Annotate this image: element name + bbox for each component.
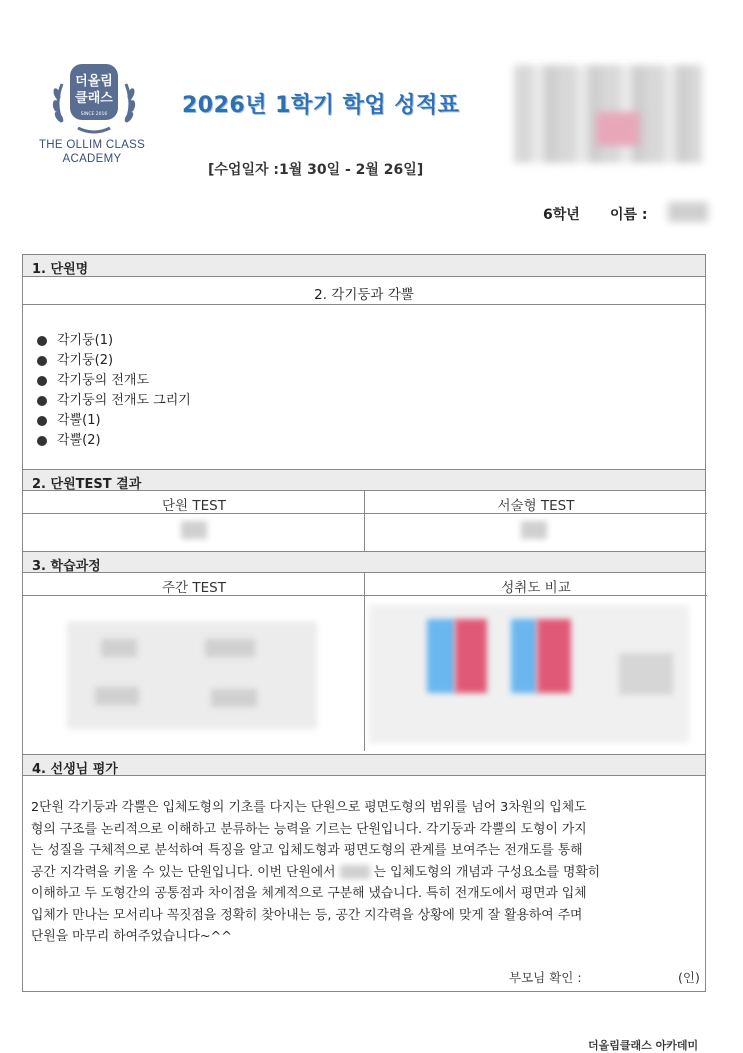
evaluation-line-part: 공간 지각력을 키울 수 있는 단원입니다. 이번 단원에서 xyxy=(31,864,336,880)
section-evaluation-heading: 4. 선생님 평가 xyxy=(23,754,705,776)
list-item: 각기둥(1) xyxy=(35,331,191,351)
redacted-cell xyxy=(205,639,255,657)
redacted-essay-test-score xyxy=(521,521,547,539)
section-unit-heading: 1. 단원명 xyxy=(23,255,705,277)
divider xyxy=(364,491,365,551)
teacher-evaluation xyxy=(31,797,699,948)
chart-bar-blue xyxy=(511,619,537,693)
evaluation-line-part: 는 입체도형의 개념과 구성요소를 명확히 xyxy=(373,864,601,880)
section-test-heading: 2. 단원TEST 결과 xyxy=(23,469,705,491)
evaluation-line: 형의 구조를 논리적으로 이해하고 분류하는 능력을 기르는 단원입니다. 각기둥과 각뿔의 도형이 가지 xyxy=(31,821,587,837)
unit-test-header: 단원 TEST xyxy=(23,491,365,514)
list-item: 각기둥(2) xyxy=(35,351,191,371)
student-grade: 6학년 xyxy=(543,207,580,223)
name-label: 이름 : xyxy=(610,207,648,223)
academy-name-line1: THE OLLIM CLASS xyxy=(38,139,146,151)
redacted-student-name xyxy=(340,865,370,879)
unit-title: 2. 각기둥과 각뿔 xyxy=(23,277,705,305)
evaluation-line xyxy=(31,862,699,884)
essay-test-header: 서술형 TEST xyxy=(365,491,707,514)
report-title: 2026년 1학기 학업 성적표 xyxy=(182,93,460,118)
logo-since: SINCE 2016 xyxy=(80,112,108,117)
academy-name-line2: ACADEMY xyxy=(62,153,122,165)
redacted-cell xyxy=(95,687,139,705)
academy-name xyxy=(30,138,154,166)
list-item: 각뿔(2) xyxy=(35,431,191,451)
redacted-unit-test-score xyxy=(181,521,207,539)
divider xyxy=(364,573,365,751)
list-item: 각기둥의 전개도 xyxy=(35,371,191,391)
redacted-cell xyxy=(211,689,257,707)
weekly-test-header: 주간 TEST xyxy=(23,573,365,596)
academy-logo xyxy=(48,60,140,140)
chart-bar-blue xyxy=(427,619,455,693)
list-item: 각기둥의 전개도 그리기 xyxy=(35,391,191,411)
section-progress-heading: 3. 학습과정 xyxy=(23,551,705,573)
list-item: 각뿔(1) xyxy=(35,411,191,431)
achievement-header: 성취도 비교 xyxy=(365,573,707,596)
redacted-student-name xyxy=(668,202,708,222)
parent-confirm-label: 부모님 확인 : xyxy=(509,970,582,985)
redacted-stamp-mark xyxy=(596,112,640,146)
topic-list xyxy=(35,331,191,451)
evaluation-line: 단원을 마무리 하여주었습니다~^^ xyxy=(31,929,233,944)
chart-bar-red xyxy=(537,619,571,693)
evaluation-line: 2단원 각기둥과 각뿔은 입체도형의 기초를 다지는 단원으로 평면도형의 범위를 넘어 3차원의 입체도 xyxy=(31,800,587,815)
class-period: [수업일자 :1월 30일 - 2월 26일] xyxy=(208,162,424,178)
redacted-cell xyxy=(101,639,137,657)
chart-legend xyxy=(619,653,673,695)
chart-bar-red xyxy=(455,619,487,693)
logo-text-line1: 더올림 xyxy=(75,74,113,89)
redacted-weekly-test-table xyxy=(67,621,317,729)
evaluation-line: 이해하고 두 도형간의 공통점과 차이점을 체계적으로 구분해 냈습니다. 특히 전개도에서 평면과 입체 xyxy=(31,886,587,901)
evaluation-line: 입체가 만나는 모서리나 꼭짓점을 정확히 찾아내는 등, 공간 지각력을 상황에 맞게 잘 활용하여 주며 xyxy=(31,907,583,923)
footer-academy-name: 더올림클래스 아카데미 xyxy=(588,1039,699,1052)
seal-mark: (인) xyxy=(678,970,700,985)
report-frame xyxy=(22,254,706,992)
evaluation-line: 는 성질을 구체적으로 분석하여 특징을 알고 입체도형과 평면도형의 관계를 보여주는 전개도를 통해 xyxy=(31,843,583,858)
logo-text-line2: 클래스 xyxy=(75,91,113,106)
